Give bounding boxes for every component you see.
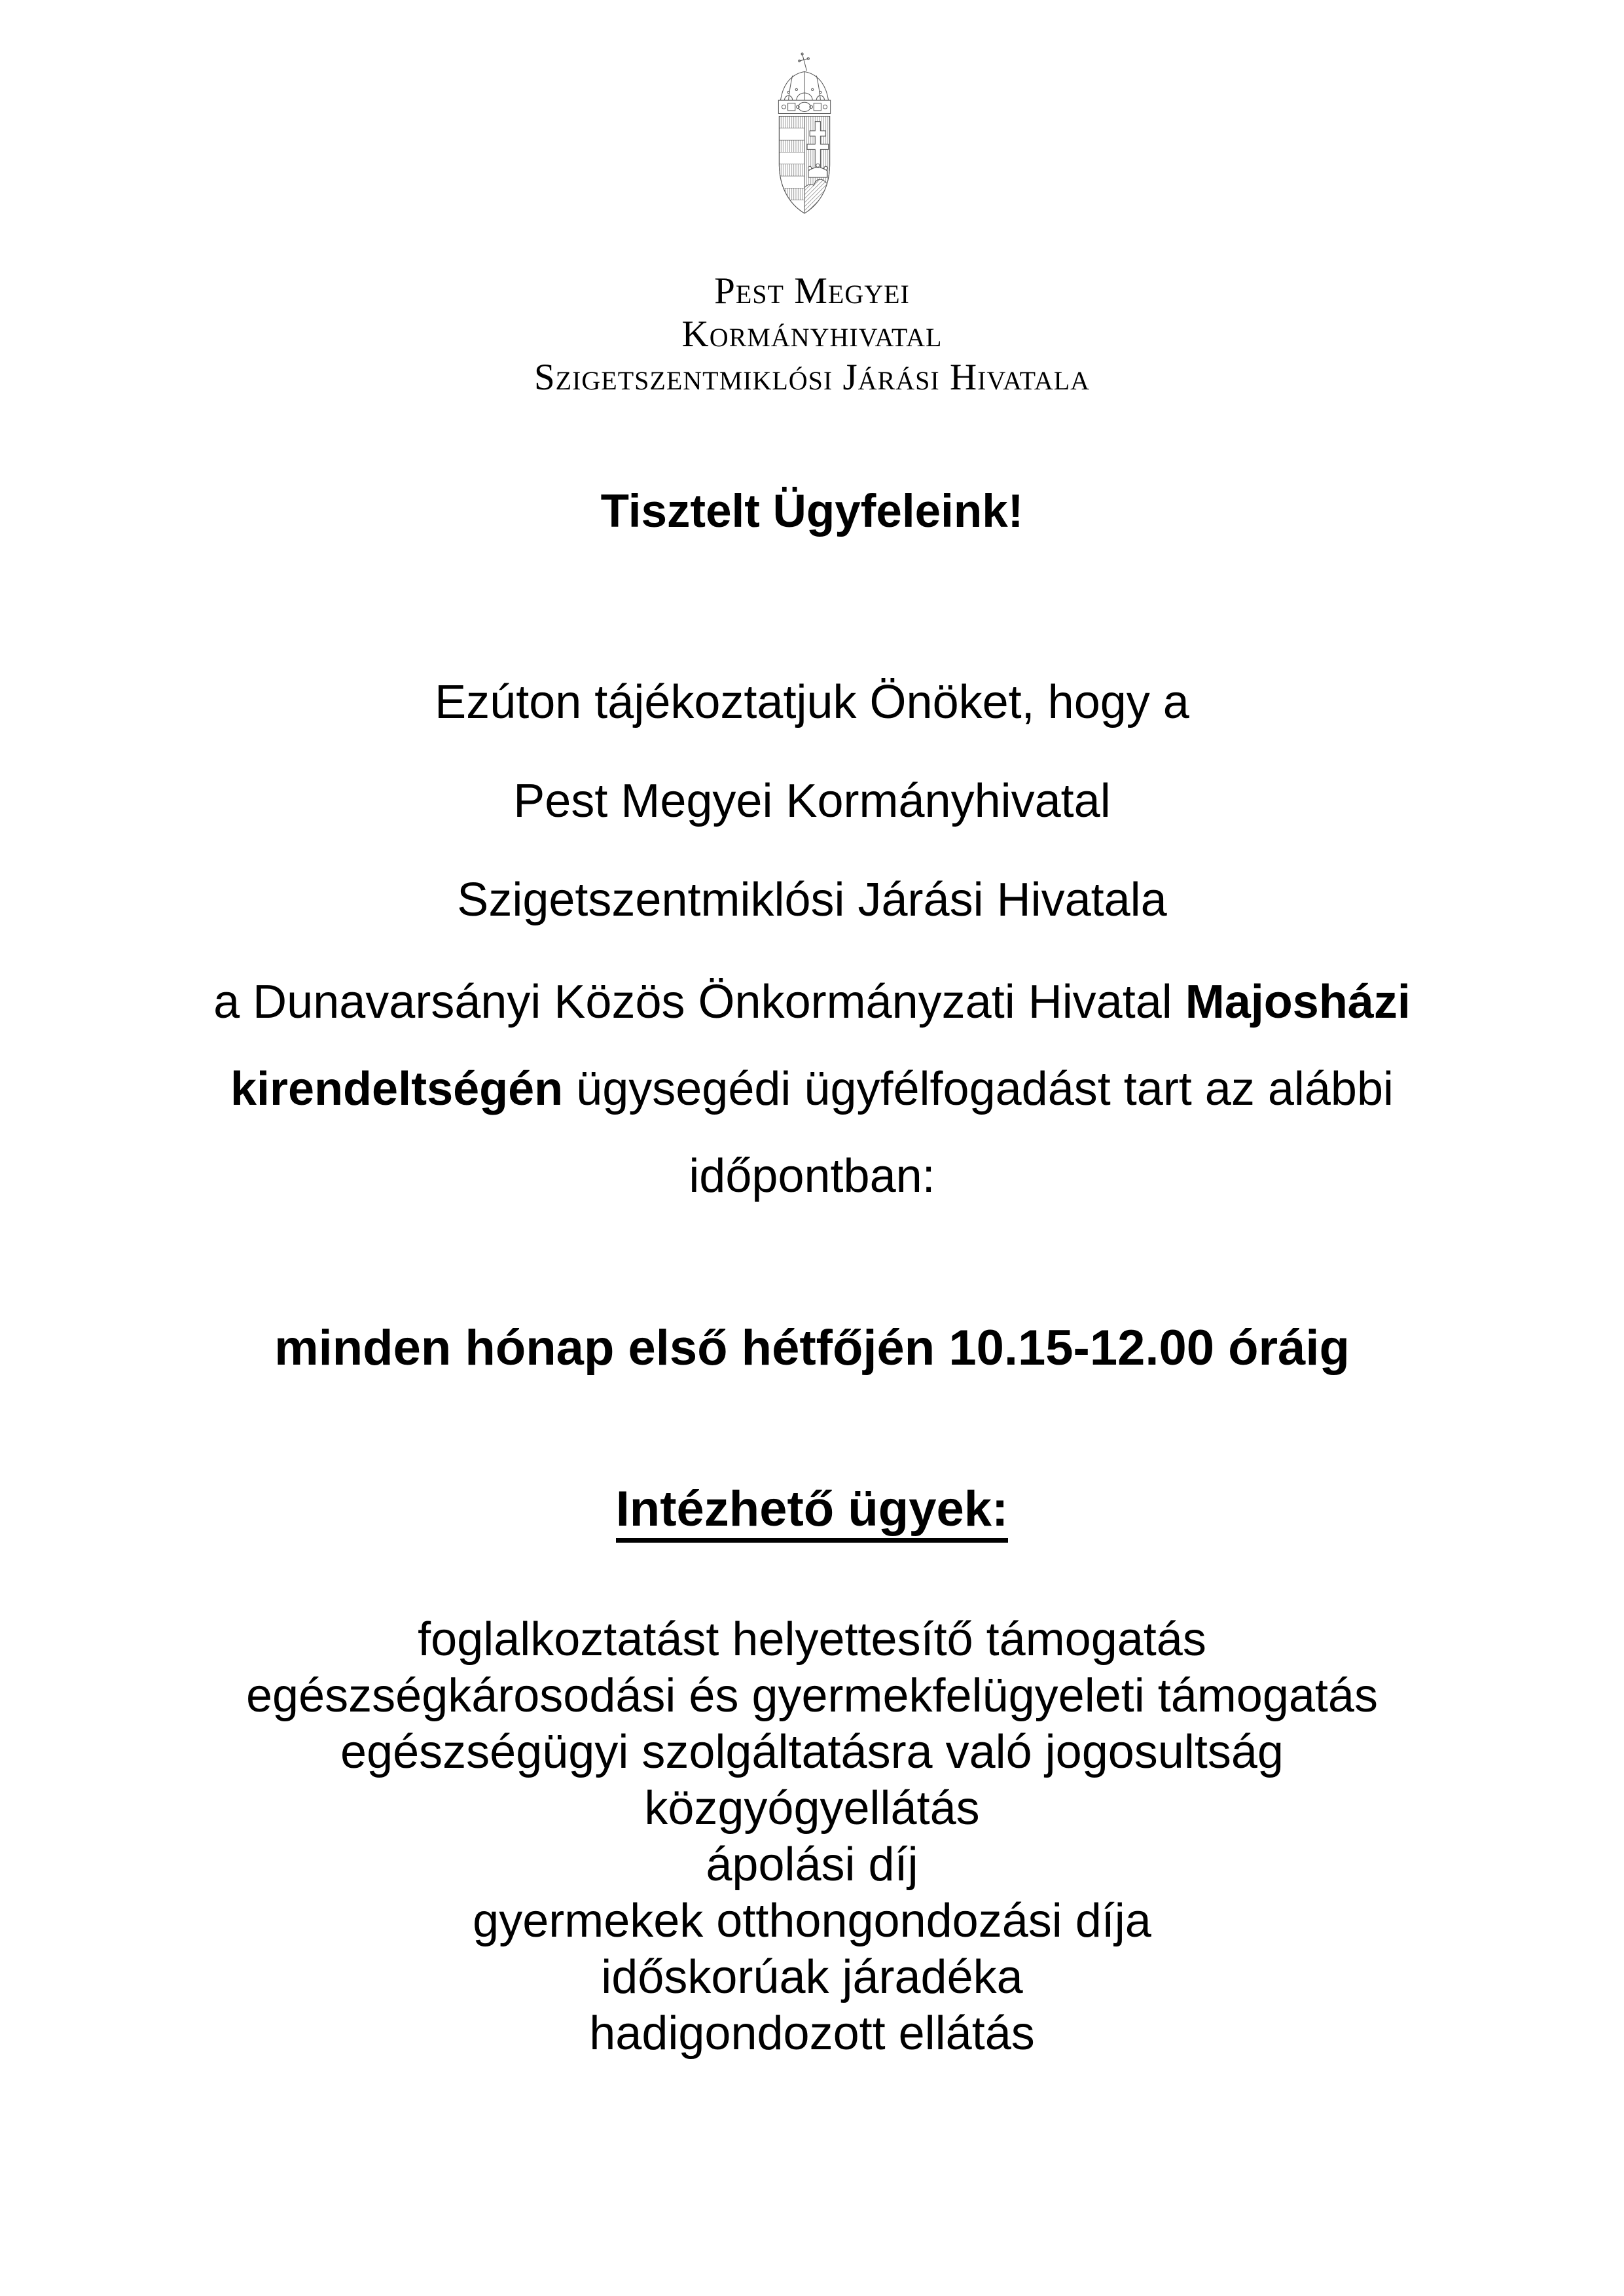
section-heading-underline: Intézhető ügyek:: [616, 1484, 1009, 1543]
schedule-line: minden hónap első hétfőjén 10.15-12.00 óráig: [274, 1320, 1350, 1376]
org-name-line-1: Pest Megyei: [714, 270, 910, 312]
service-item: egészségügyi szolgáltatásra való jogosultság: [340, 1726, 1284, 1778]
page-title: Tisztelt Ügyfeleink!: [600, 486, 1024, 537]
service-item: foglalkoztatást helyettesítő támogatás: [418, 1613, 1206, 1666]
service-item: hadigondozott ellátás: [589, 2007, 1035, 2060]
bold-kirendeltsegen: kirendeltségén: [230, 1063, 564, 1115]
service-item: ápolási díj: [706, 1839, 918, 1891]
body-line-1: Ezúton tájékoztatjuk Önöket, hogy a: [435, 676, 1189, 728]
body-line-6: időpontban:: [689, 1150, 935, 1202]
hungarian-coat-of-arms-icon: [767, 52, 842, 216]
body-line-3: Szigetszentmiklósi Járási Hivatala: [457, 874, 1167, 926]
org-name-line-2: Kormányhivatal: [681, 314, 943, 355]
bold-majoshazi: Majosházi: [1185, 976, 1411, 1028]
service-item: egészségkárosodási és gyermekfelügyeleti támogatás: [246, 1670, 1378, 1722]
section-heading: [0, 1481, 1624, 1543]
org-name-line-3: Szigetszentmiklósi Járási Hivatala: [533, 357, 1091, 398]
body-line-4-text: a Dunavarsányi Közös Önkormányzati Hivatal: [213, 976, 1185, 1028]
org-header: [0, 270, 1624, 399]
body-line-5: [0, 1063, 1624, 1115]
service-item: időskorúak járadéka: [601, 1951, 1023, 2003]
service-item: gyermekek otthongondozási díja: [473, 1895, 1151, 1947]
body-line-5-text: ügysegédi ügyfélfogadást tart az alábbi: [563, 1063, 1394, 1115]
body-line-2: Pest Megyei Kormányhivatal: [513, 775, 1111, 827]
service-item: közgyógyellátás: [644, 1782, 980, 1835]
body-line-4: [0, 978, 1624, 1026]
services-list: [0, 1611, 1624, 2062]
